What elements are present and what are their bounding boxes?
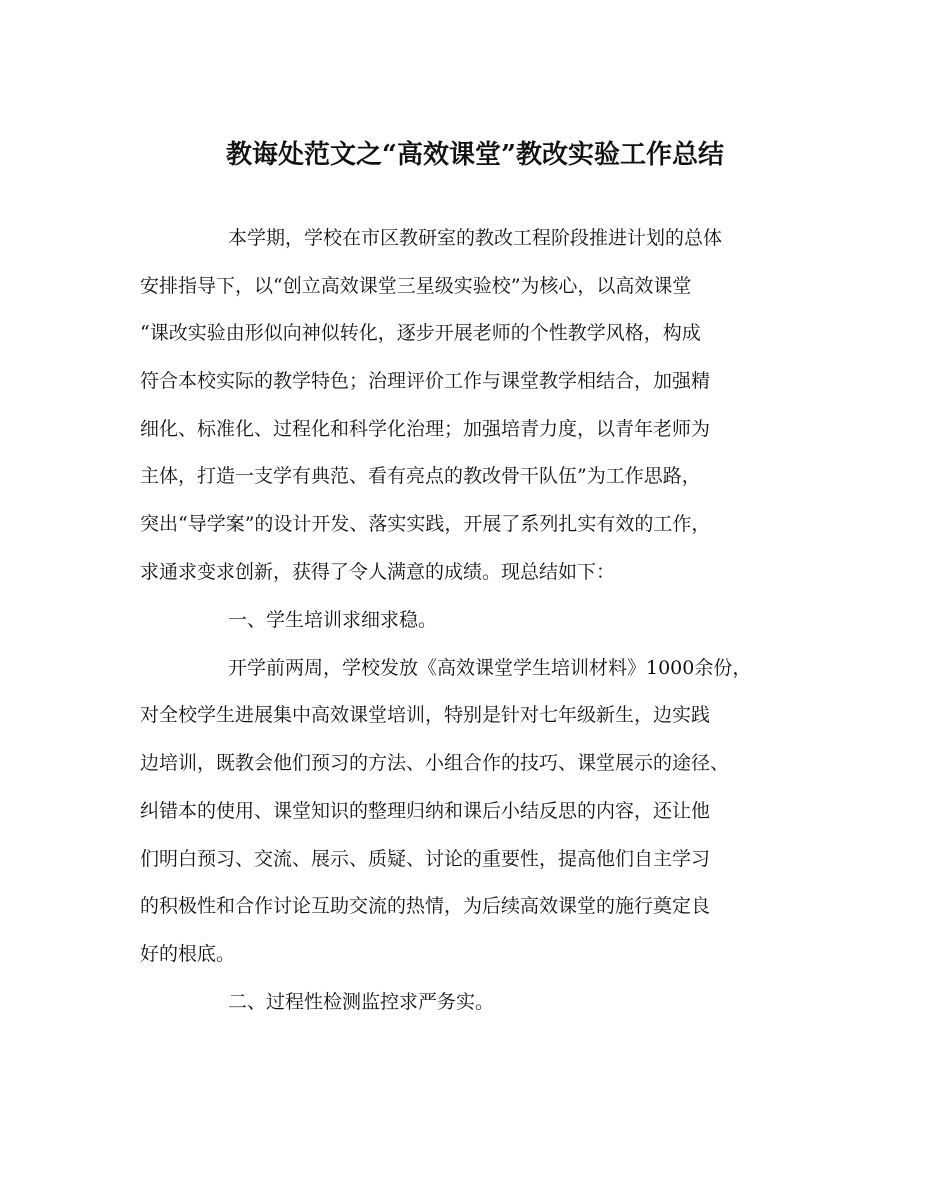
- section-heading: 一、学生培训求细求稳。: [228, 609, 438, 631]
- paragraph-line: 对全校学生进展集中高效课堂培训，特别是针对七年级新生，边实践: [140, 704, 711, 726]
- paragraph-line: 的积极性和合作讨论互助交流的热情，为后续高效课堂的施行奠定良: [140, 895, 711, 917]
- paragraph-line: “课改实验由形似向神似转化，逐步开展老师的个性教学风格，构成: [140, 322, 701, 344]
- paragraph-line: 主体，打造一支学有典范、看有亮点的教改骨干队伍”为工作思路，: [140, 465, 701, 487]
- paragraph-line: 纠错本的使用、课堂知识的整理归纳和课后小结反思的内容，还让他: [140, 800, 711, 822]
- paragraph-line: 突出“导学案”的设计开发、落实实践，开展了系列扎实有效的工作，: [140, 513, 711, 535]
- paragraph-line: 们明白预习、交流、展示、质疑、讨论的重要性，提高他们自主学习: [140, 848, 711, 870]
- document-title: 教诲处范文之“高效课堂”教改实验工作总结: [226, 140, 724, 170]
- paragraph-line: 边培训，既教会他们预习的方法、小组合作的技巧、课堂展示的途径、: [140, 752, 730, 774]
- section-heading: 二、过程性检测监控求严务实。: [228, 991, 495, 1013]
- paragraph-line: 本学期，学校在市区教研室的教改工程阶段推进计划的总体: [228, 227, 723, 249]
- paragraph-line: 开学前两周，学校发放《高效课堂学生培训材料》1000余份，: [228, 657, 752, 679]
- paragraph-line: 求通求变求创新，获得了令人满意的成绩。现总结如下：: [140, 561, 616, 583]
- paragraph-line: 好的根底。: [140, 943, 236, 965]
- paragraph-line: 符合本校实际的教学特色；治理评价工作与课堂教学相结合，加强精: [140, 370, 711, 392]
- paragraph-line: 细化、标准化、过程化和科学化治理；加强培青力度，以青年老师为: [140, 418, 711, 440]
- paragraph-line: 安排指导下，以“创立高效课堂三星级实验校”为核心，以高效课堂: [140, 275, 692, 297]
